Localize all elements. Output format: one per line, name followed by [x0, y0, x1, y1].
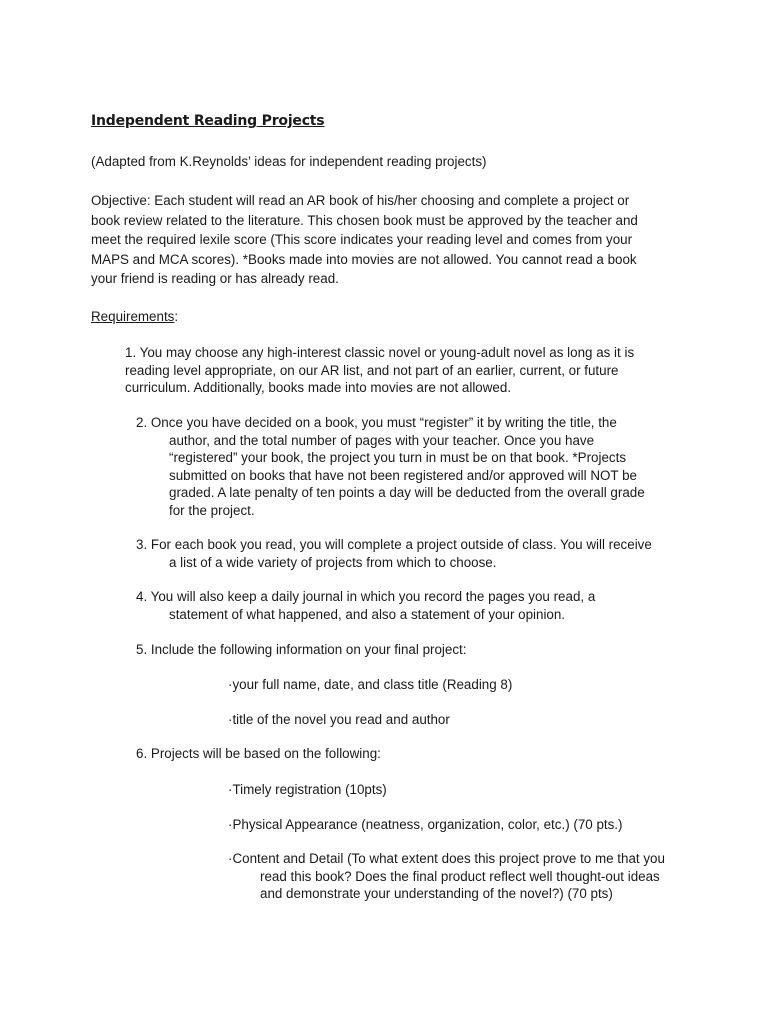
item-line: “registered” your book, the project you turn in must be on that book. *Projects [169, 450, 627, 465]
item-line: 1. You may choose any high-interest classic novel or young-adult novel as long as it is [125, 345, 635, 360]
item-line: for the project. [169, 502, 255, 518]
bullet-line: read this book? Does the final product reflect well thought-out ideas [260, 868, 660, 884]
requirement-item-4 [136, 588, 696, 623]
item-line: 5. Include the following information on your final project: [136, 642, 467, 657]
requirement-item-6 [136, 745, 696, 763]
requirements-colon: : [174, 309, 179, 324]
objective-line: MAPS and MCA scores). *Books made into movies are not allowed. You cannot read a book [91, 251, 637, 267]
bullet-item [228, 850, 698, 903]
item-line: graded. A late penalty of ten points a day will be deducted from the overall grade [169, 485, 645, 500]
objective-line: book review related to the literature. This chosen book must be approved by the teacher and [91, 212, 638, 228]
requirements-heading [91, 309, 178, 324]
item-line: 6. Projects will be based on the following: [136, 746, 381, 761]
requirements-label: Requirements [91, 309, 175, 324]
item-line: reading level appropriate, on our AR list, and not part of an earlier, current, or future [125, 362, 619, 378]
item-line: 4. You will also keep a daily journal in which you record the pages you read, a [136, 589, 596, 604]
objective-line: your friend is reading or has already read. [91, 271, 339, 286]
requirement-item-5 [136, 641, 696, 659]
bullet-item: ·Physical Appearance (neatness, organization, color, etc.) (70 pts.) [228, 817, 623, 832]
bullet-item: ·your full name, date, and class title (Reading 8) [228, 677, 513, 692]
bullet-line: ·Content and Detail (To what extent does this project prove to me that you [228, 851, 665, 866]
objective-line: Objective: Each student will read an AR book of his/her choosing and complete a project or [91, 193, 630, 208]
bullet-line: and demonstrate your understanding of the novel?) (70 pts) [260, 886, 613, 901]
item-line: 3. For each book you read, you will complete a project outside of class. You will receive [136, 537, 652, 552]
bullet-item: ·Timely registration (10pts) [228, 782, 387, 797]
item-line: statement of what happened, and also a statement of your opinion. [169, 606, 566, 622]
item-line: curriculum. Additionally, books made into movies are not allowed. [125, 380, 512, 395]
item-line: author, and the total number of pages with your teacher. Once you have [169, 432, 595, 448]
item-line: submitted on books that have not been registered and/or approved will NOT be [169, 467, 637, 483]
requirement-item-3 [136, 536, 696, 571]
document-title: Independent Reading Projects [91, 113, 325, 129]
adapted-note: (Adapted from K.Reynolds’ ideas for independent reading projects) [91, 154, 487, 169]
objective-paragraph [91, 191, 671, 289]
objective-line: meet the required lexile score (This score indicates your reading level and comes from your [91, 232, 633, 247]
requirement-item-2 [136, 414, 696, 519]
item-line: 2. Once you have decided on a book, you must “register” it by writing the title, the [136, 415, 617, 430]
bullet-item: ·title of the novel you read and author [228, 712, 450, 727]
item-line: a list of a wide variety of projects from which to choose. [169, 554, 497, 570]
requirement-item-1 [125, 344, 685, 397]
